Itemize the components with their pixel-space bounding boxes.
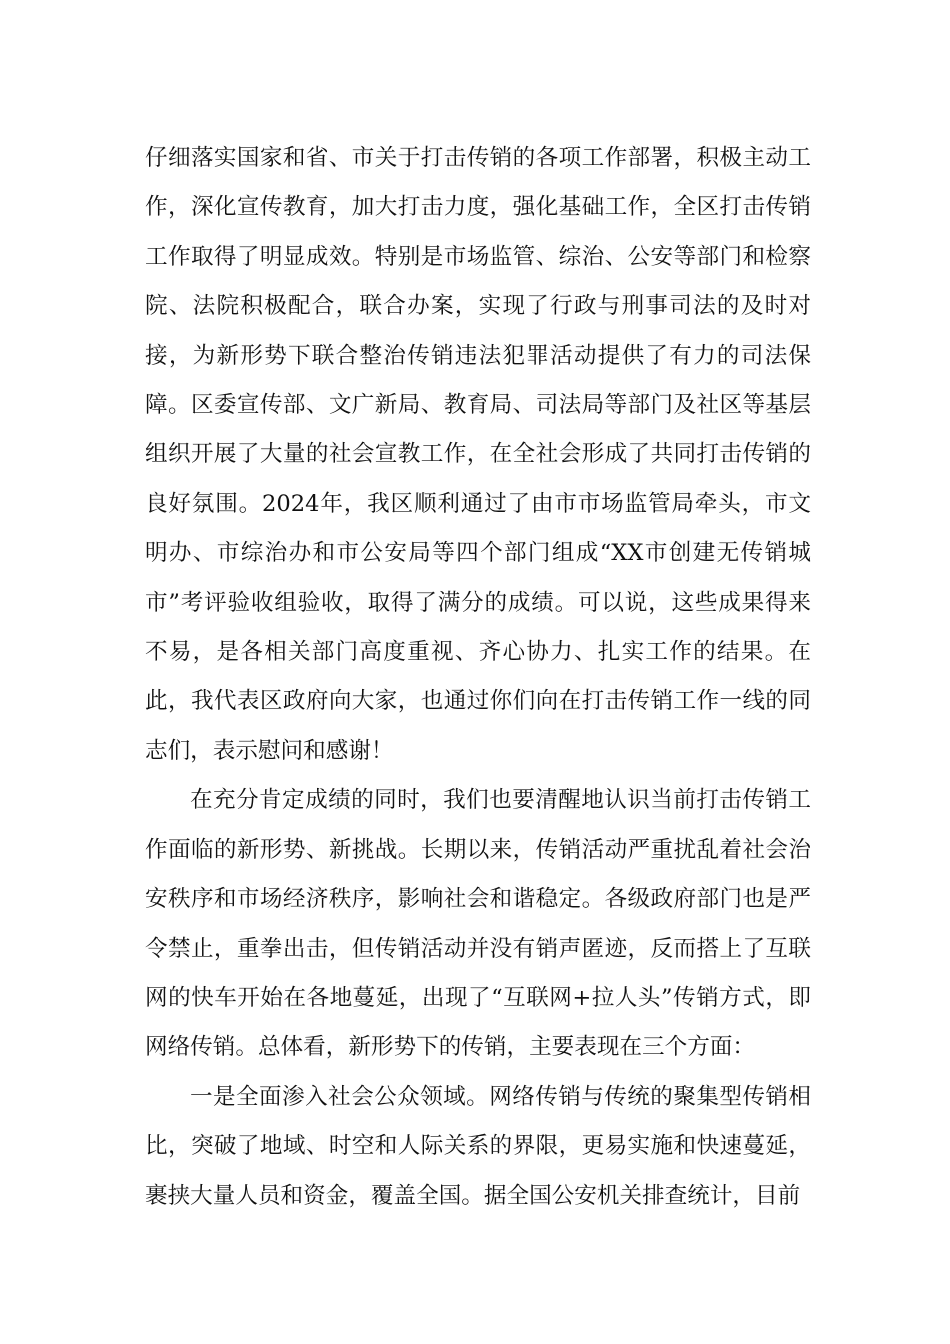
paragraph-new-challenges: 在充分肯定成绩的同时，我们也要清醒地认识当前打击传销工作面临的新形势、新挑战。长期以来，传销活动严重扰乱着社会治安秩序和市场经济秩序，影响社会和谐稳定。各级政府部门也是严令禁止，重拳出击，但传销活动并没有销声匿迹，反而搭上了互联网的快车开始在各地蔓延，出现了“互联网+拉人头”传销方式，即网络传销。总体看，新形势下的传销，主要表现在三个方面： [145, 787, 811, 1061]
paragraph-point-one: 一是全面渗入社会公众领域。网络传销与传统的聚集型传销相比，突破了地域、时空和人际关系的界限，更易实施和快速蔓延，裹挟大量人员和资金，覆盖全国。据全国公安机关排查统计，目前 [145, 1083, 811, 1209]
document-body [145, 134, 811, 1221]
paragraph-achievements: 仔细落实国家和省、市关于打击传销的各项工作部署，积极主动工作，深化宣传教育，加大打击力度，强化基础工作，全区打击传销工作取得了明显成效。特别是市场监管、综治、公安等部门和检察院、法院积极配合，联合办案，实现了行政与刑事司法的及时对接，为新形势下联合整治传销违法犯罪活动提供了有力的司法保障。区委宣传部、文广新局、教育局、司法局等部门及社区等基层组织开展了大量的社会宣教工作，在全社会形成了共同打击传销的良好氛围。2024年，我区顺利通过了由市市场监管局牵头，市文明办、市综治办和市公安局等四个部门组成“XX市创建无传销城市”考评验收组验收，取得了满分的成绩。可以说，这些成果得来不易，是各相关部门高度重视、齐心协力、扎实工作的结果。在此，我代表区政府向大家，也通过你们向在打击传销工作一线的同志们，表示慰问和感谢！ [145, 145, 811, 764]
